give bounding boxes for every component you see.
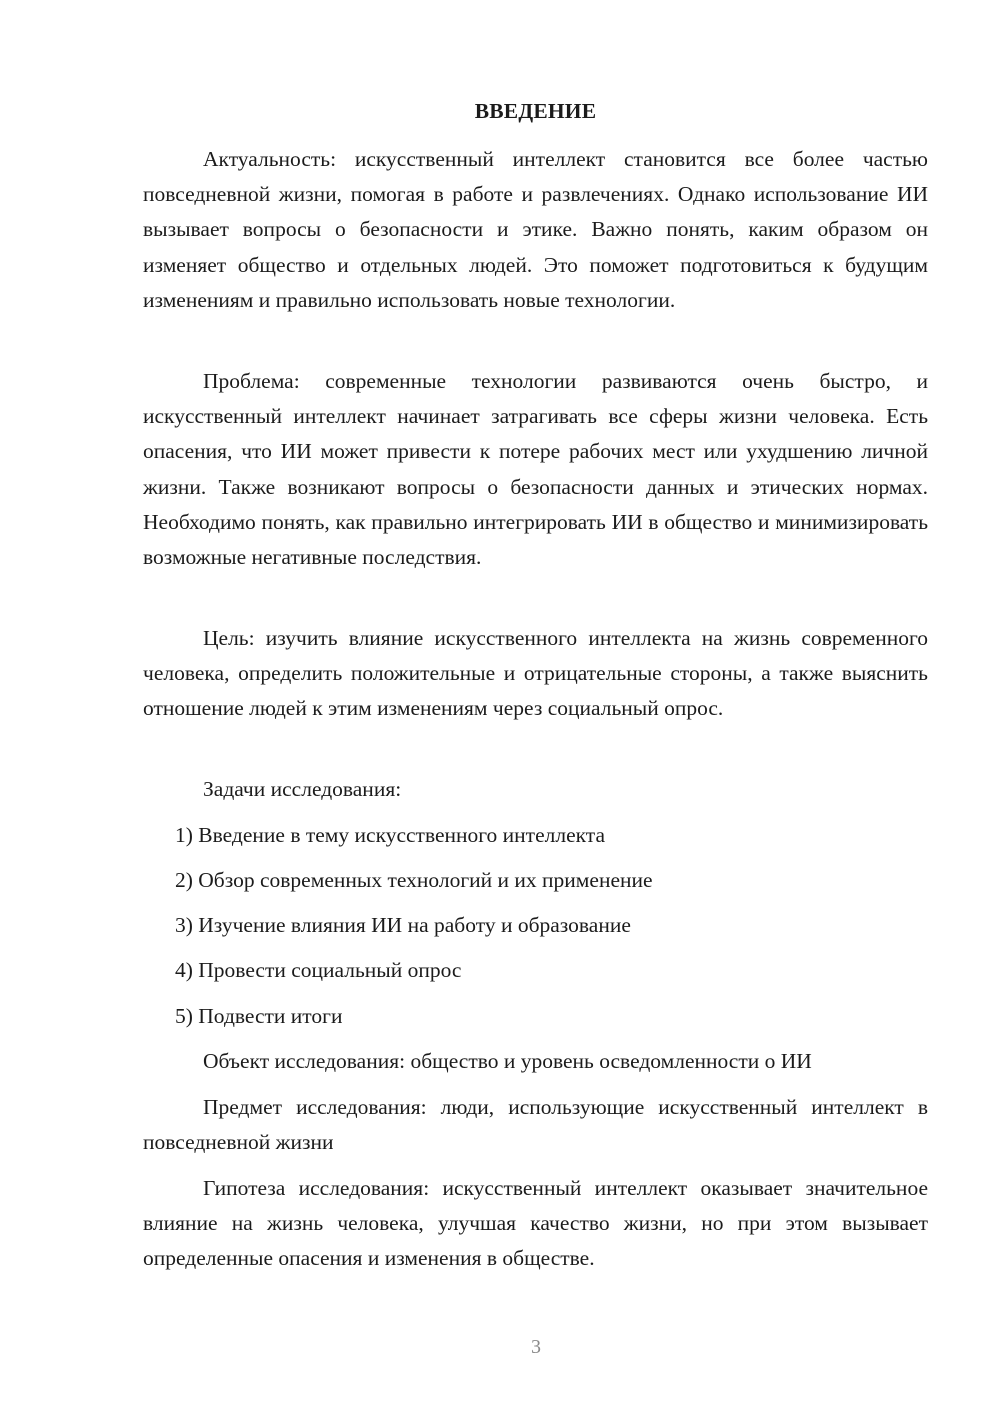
goal-paragraph: Цель: изучить влияние искусственного интеллекта на жизнь современного человека, определить положительные и отрицательные стороны, а также выяснить отношение людей к этим изменениям через социальный опрос. [143, 626, 928, 721]
task-item-5: 5) Подвести итоги [175, 1004, 343, 1028]
task-item-3: 3) Изучение влияния ИИ на работу и образование [175, 913, 631, 937]
relevance-paragraph: Актуальность: искусственный интеллект становится все более частью повседневной жизни, помогая в работе и развлечениях. Однако использование ИИ вызывает вопросы о безопасности и этике. Важно понять, каким образом он изменяет общество и отдельных людей. Это поможет подготовиться к будущим изменениям и правильно использовать новые технологии. [143, 147, 928, 312]
task-item-1: 1) Введение в тему искусственного интеллекта [175, 823, 605, 847]
object-paragraph: Объект исследования: общество и уровень осведомленности о ИИ [203, 1049, 812, 1073]
subject-paragraph: Предмет исследования: люди, использующие искусственный интеллект в повседневной жизни [143, 1095, 928, 1155]
hypothesis-paragraph: Гипотеза исследования: искусственный интеллект оказывает значительное влияние на жизнь человека, улучшая качество жизни, но при этом вызывает определенные опасения и изменения в обществе. [143, 1176, 928, 1271]
tasks-heading: Задачи исследования: [203, 777, 402, 801]
problem-paragraph: Проблема: современные технологии развиваются очень быстро, и искусственный интеллект начинает затрагивать все сферы жизни человека. Есть опасения, что ИИ может привести к потере рабочих мест или ухудшению личной жизни. Также возникают вопросы о безопасности данных и этических нормах. Необходимо понять, как правильно интегрировать ИИ в общество и минимизировать возможные негативные последствия. [143, 369, 928, 570]
page-number: 3 [531, 1336, 541, 1358]
task-item-4: 4) Провести социальный опрос [175, 958, 462, 982]
page-title: ВВЕДЕНИЕ [474, 99, 597, 123]
task-item-2: 2) Обзор современных технологий и их применение [175, 868, 653, 892]
